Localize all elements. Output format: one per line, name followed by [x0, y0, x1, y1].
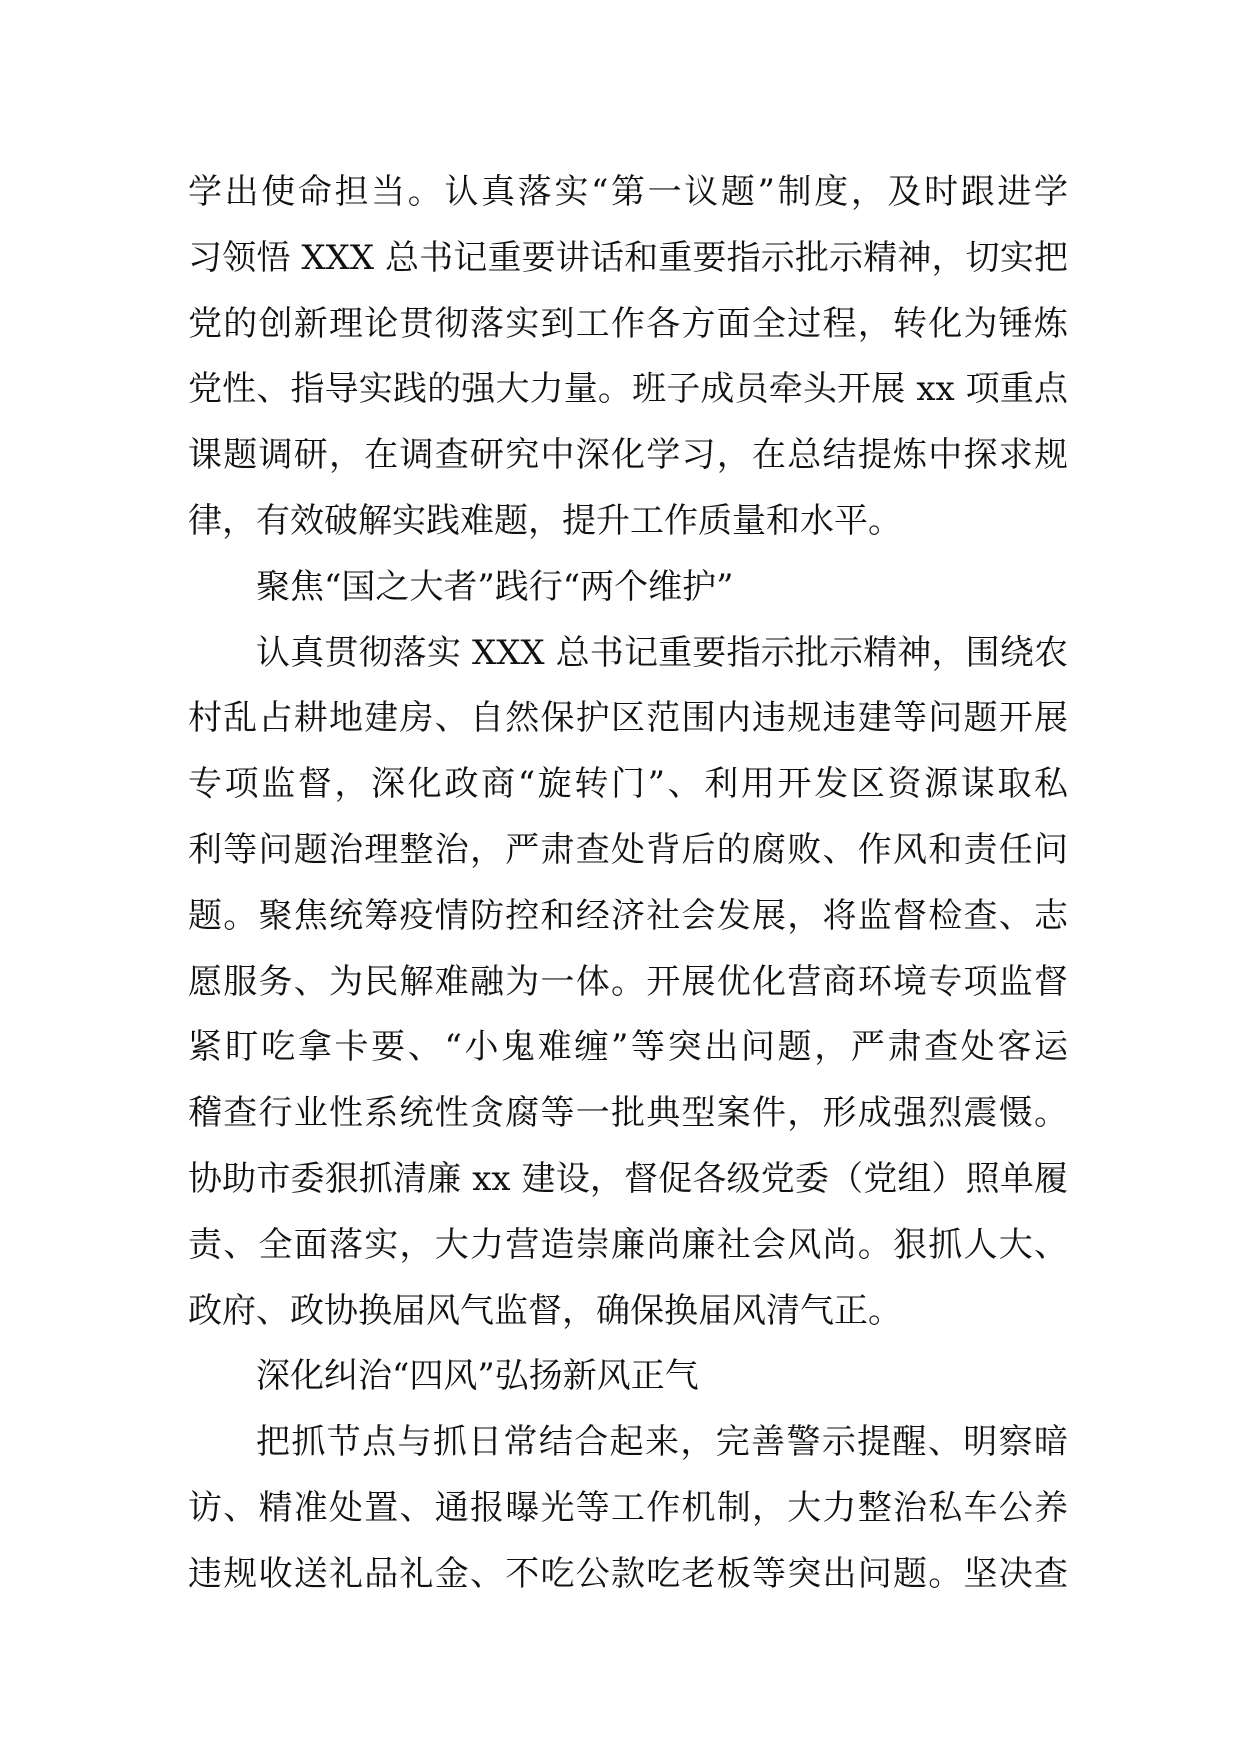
paragraph-last-line: 律，有效破解实践难题，提升工作质量和水平。: [188, 500, 902, 541]
text-line: 协助市委狠抓清廉 xx 建设，督促各级党委（党组）照单履: [188, 1158, 1068, 1199]
paragraph-last-line: 政府、政协换届风气监督，确保换届风清气正。: [188, 1290, 902, 1331]
text-line: 责、全面落实，大力营造崇廉尚廉社会风尚。狠抓人大、: [188, 1224, 1068, 1265]
text-line: 专项监督，深化政商“旋转门”、利用开发区资源谋取私: [188, 764, 1068, 805]
paragraph-first-line: 把抓节点与抓日常结合起来，完善警示提醒、明察暗: [256, 1422, 1068, 1463]
section-heading: 深化纠治“四风”弘扬新风正气: [256, 1356, 699, 1397]
text-line: 愿服务、为民解难融为一体。开展优化营商环境专项监督: [188, 961, 1068, 1002]
text-line: 紧盯吃拿卡要、“小鬼难缠”等突出问题，严肃查处客运: [188, 1027, 1068, 1068]
text-line: 村乱占耕地建房、自然保护区范围内违规违建等问题开展: [188, 698, 1068, 739]
paragraph-first-line: 认真贯彻落实 XXX 总书记重要指示批示精神，围绕农: [256, 632, 1068, 673]
text-line: 题。聚焦统筹疫情防控和经济社会发展，将监督检查、志: [188, 895, 1068, 936]
text-line: 利等问题治理整治，严肃查处背后的腐败、作风和责任问: [188, 829, 1068, 870]
text-line: 违规收送礼品礼金、不吃公款吃老板等突出问题。坚决查: [188, 1553, 1068, 1594]
text-line: 访、精准处置、通报曝光等工作机制，大力整治私车公养: [188, 1487, 1068, 1528]
text-line: 稽查行业性系统性贪腐等一批典型案件，形成强烈震慑。: [188, 1093, 1068, 1134]
section-heading: 聚焦“国之大者”践行“两个维护”: [256, 566, 734, 607]
text-line: 课题调研，在调查研究中深化学习，在总结提炼中探求规: [188, 435, 1068, 476]
text-line: 学出使命担当。认真落实“第一议题”制度，及时跟进学: [188, 172, 1068, 212]
document-body: [188, 160, 1068, 1608]
text-line: 党的创新理论贯彻落实到工作各方面全过程，转化为锤炼: [188, 303, 1068, 344]
text-line: 党性、指导实践的强大力量。班子成员牵头开展 xx 项重点: [188, 369, 1068, 410]
text-line: 习领悟 XXX 总书记重要讲话和重要指示批示精神，切实把: [188, 237, 1068, 278]
